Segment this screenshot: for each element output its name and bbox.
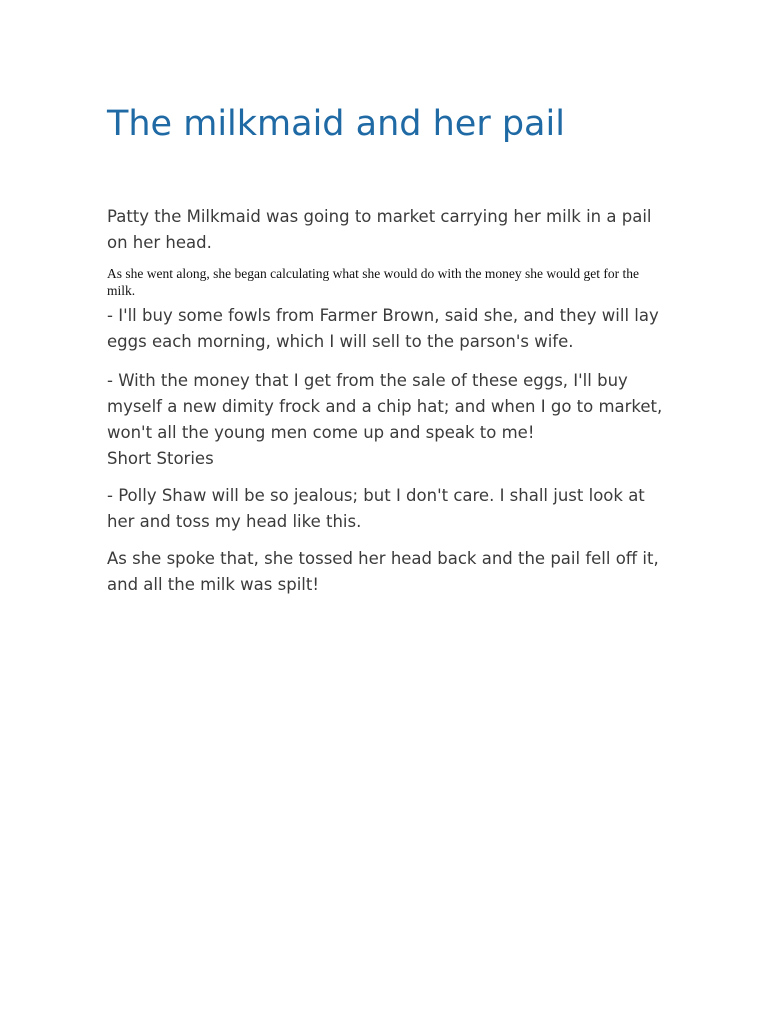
paragraph-frock: - With the money that I get from the sale of these eggs, I'll buy myself a new dimity frock and a chip hat; and when I go to market, won't all the young men come up and speak to me! (107, 371, 663, 442)
document-title: The milkmaid and her pail (107, 104, 565, 144)
paragraph-fowls: - I'll buy some fowls from Farmer Brown, said she, and they will lay eggs each morning, which I will sell to the parson's wife. (107, 306, 659, 351)
short-stories-label: Short Stories (107, 449, 214, 468)
paragraph-ending: As she spoke that, she tossed her head back and the pail fell off it, and all the milk was spilt! (107, 549, 659, 594)
paragraph-polly: - Polly Shaw will be so jealous; but I don't care. I shall just look at her and toss my head like this. (107, 486, 645, 531)
paragraph-frock-block (107, 368, 672, 472)
paragraph-calculating: As she went along, she began calculating what she would do with the money she would get for the milk. (107, 266, 640, 298)
paragraph-intro: Patty the Milkmaid was going to market carrying her milk in a pail on her head. (107, 207, 652, 252)
